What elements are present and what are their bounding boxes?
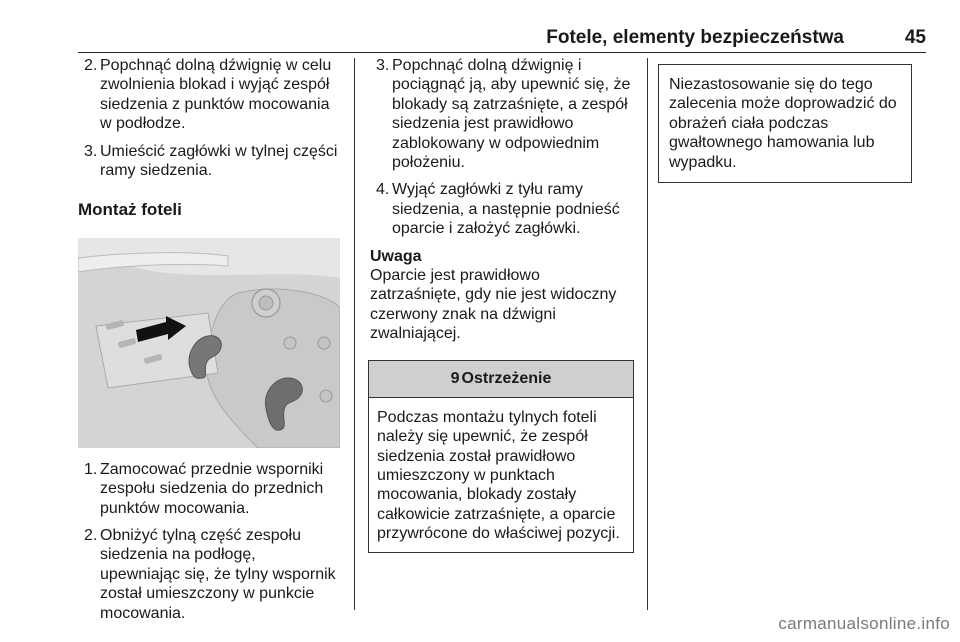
list-item: 2. Popchnąć dolną dźwignię w celu zwolnienia blokad i wyjąć zespół siedzenia z punktów mocowania w podłodze. [84, 57, 332, 133]
list-item-text: Wyjąć zagłówki z tyłu ramy siedzenia, a następnie podnieść oparcie i założyć zagłówki. [392, 181, 620, 238]
warning-header [369, 361, 633, 398]
removal-steps-list [78, 56, 340, 180]
section-heading: Montaż foteli [78, 200, 182, 220]
watermark: carmanualsonline.info [778, 614, 950, 633]
page-number: 45 [904, 27, 926, 48]
note-block [370, 247, 632, 344]
list-item: 1. Zamocować przednie wsporniki zespołu siedzenia do przednich punktów mocowania. [84, 460, 324, 517]
list-item-text: Umieścić zagłówki w tylnej części ramy siedzenia. [100, 142, 338, 180]
column-divider-1 [354, 58, 355, 610]
list-item-text: Zamocować przednie wsporniki zespołu siedzenia do przednich punktów mocowania. [100, 460, 324, 517]
column-divider-2 [647, 58, 648, 610]
warning-continued-box: Niezastosowanie się do tego zalecenia może doprowadzić do obrażeń ciała podczas gwałtownego hamowania lub wypadku. [658, 64, 912, 183]
list-item-text: Popchnąć dolną dźwignię w celu zwolnienia blokad i wyjąć zespół siedzenia z punktów mocowania w podłodze. [100, 57, 332, 133]
seat-bracket-drawing [78, 238, 340, 448]
list-item-text: Obniżyć tylną część zespołu siedzenia na podłogę, upewniając się, że tylny wspornik został umieszczony w punkcie mocowania. [100, 527, 336, 622]
column-2 [370, 56, 632, 553]
seat-mount-illustration [78, 238, 340, 448]
note-text: Oparcie jest prawidłowo zatrzaśnięte, gdy nie jest widoczny czerwony znak na dźwigni zwalniającej. [370, 267, 617, 343]
page-header [78, 22, 926, 53]
column-3 [660, 56, 912, 183]
page-title: Fotele, elementy bezpieczeństwa [546, 27, 844, 48]
warning-text: Podczas montażu tylnych foteli należy się upewnić, że zespół siedzenia został prawidłowo umieszczony w punktach mocowania, blokady zostały całkowicie zatrzaśnięte, a oparcie przywrócone do właściwej pozycji. [377, 408, 620, 543]
warning-icon: 9 [450, 369, 460, 387]
list-item: 3. Popchnąć dolną dźwignię i pociągnąć ją, aby upewnić się, że blokady są zatrzaśnięte, a zespół siedzenia jest prawidłowo zablokowany w odpowiednim położeniu. [376, 57, 631, 172]
note-title: Uwaga [370, 247, 422, 265]
list-item: 2. Obniżyć tylną część zespołu siedzenia na podłogę, upewniając się, że tylny wspornik został umieszczony w punkcie mocowania. [84, 527, 336, 622]
list-item: 3. Umieścić zagłówki w tylnej części ramy siedzenia. [84, 142, 338, 180]
list-item: 4. Wyjąć zagłówki z tyłu ramy siedzenia, a następnie podnieść oparcie i założyć zagłówki. [376, 181, 620, 238]
column-1 [78, 56, 340, 631]
mounting-steps-continued-list [370, 56, 632, 239]
warning-box [368, 360, 634, 553]
mounting-steps-list [78, 460, 340, 623]
warning-title: Ostrzeżenie [461, 369, 552, 387]
list-item-text: Popchnąć dolną dźwignię i pociągnąć ją, aby upewnić się, że blokady są zatrzaśnięte, a zespół siedzenia jest prawidłowo zablokowany w odpowiednim położeniu. [392, 57, 631, 172]
